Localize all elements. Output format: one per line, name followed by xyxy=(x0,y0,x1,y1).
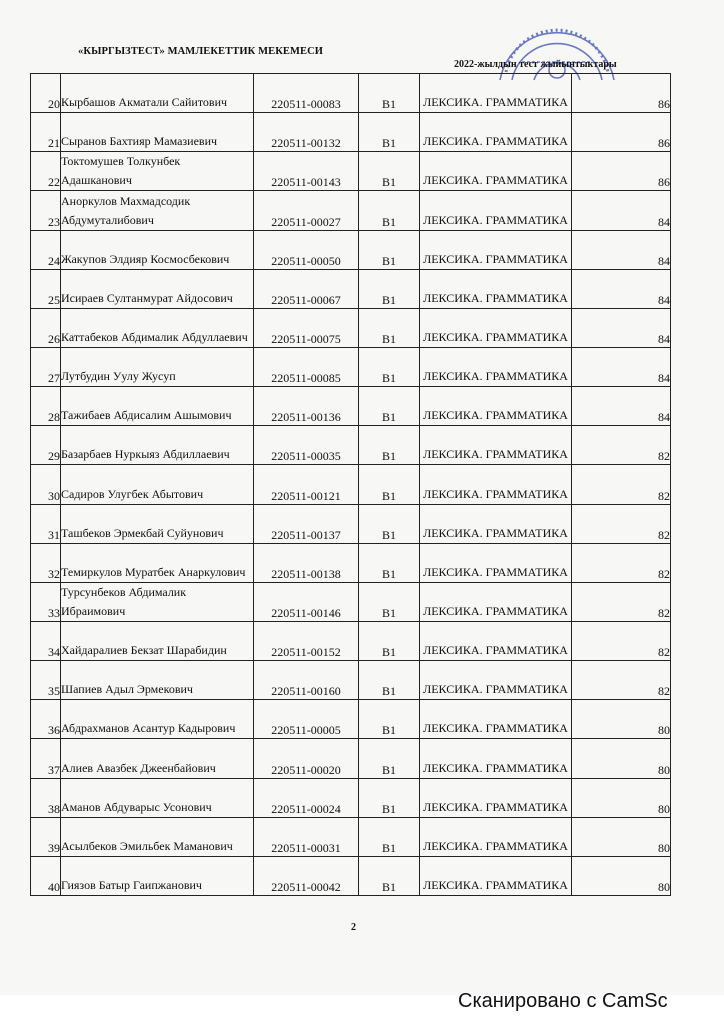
participant-id: 220511-00031 xyxy=(254,817,359,856)
test-subject: ЛЕКСИКА. ГРАММАТИКА xyxy=(420,621,572,660)
table-row xyxy=(31,856,671,895)
test-level: B1 xyxy=(359,74,420,113)
participant-name: Кырбашов Акматали Сайитович xyxy=(61,74,254,113)
test-score: 82 xyxy=(572,661,671,700)
table-row xyxy=(31,308,671,347)
row-number: 29 xyxy=(31,426,61,465)
participant-id: 220511-00027 xyxy=(254,191,359,230)
participant-id: 220511-00075 xyxy=(254,308,359,347)
organization-name: «КЫРГЫЗТЕСТ» МАМЛЕКЕТТИК МЕКЕМЕСИ xyxy=(78,46,324,57)
page-number: 2 xyxy=(351,922,356,933)
test-subject: ЛЕКСИКА. ГРАММАТИКА xyxy=(420,739,572,778)
test-score: 82 xyxy=(572,465,671,504)
row-number: 36 xyxy=(31,700,61,739)
participant-id: 220511-00143 xyxy=(254,152,359,191)
participant-name: Лутбудин Уулу Жусуп xyxy=(61,347,254,386)
table-row xyxy=(31,191,671,230)
test-level: B1 xyxy=(359,543,420,582)
participant-id: 220511-00121 xyxy=(254,465,359,504)
row-number: 32 xyxy=(31,543,61,582)
test-subject: ЛЕКСИКА. ГРАММАТИКА xyxy=(420,582,572,621)
row-number: 37 xyxy=(31,739,61,778)
test-subject: ЛЕКСИКА. ГРАММАТИКА xyxy=(420,74,572,113)
participant-name: Асылбеков Эмильбек Маманович xyxy=(61,817,254,856)
row-number: 34 xyxy=(31,621,61,660)
row-number: 23 xyxy=(31,191,61,230)
test-level: B1 xyxy=(359,113,420,152)
test-level: B1 xyxy=(359,856,420,895)
row-number: 38 xyxy=(31,778,61,817)
test-subject: ЛЕКСИКА. ГРАММАТИКА xyxy=(420,230,572,269)
test-level: B1 xyxy=(359,152,420,191)
test-score: 84 xyxy=(572,269,671,308)
table-row xyxy=(31,152,671,191)
results-title: 2022-жылдын тест жыйынтыктары xyxy=(454,59,617,70)
test-level: B1 xyxy=(359,465,420,504)
row-number: 27 xyxy=(31,347,61,386)
row-number: 40 xyxy=(31,856,61,895)
row-number: 21 xyxy=(31,113,61,152)
test-subject: ЛЕКСИКА. ГРАММАТИКА xyxy=(420,465,572,504)
participant-id: 220511-00083 xyxy=(254,74,359,113)
test-level: B1 xyxy=(359,504,420,543)
test-level: B1 xyxy=(359,269,420,308)
participant-name: Алиев Авазбек Джеенбайович xyxy=(61,739,254,778)
test-subject: ЛЕКСИКА. ГРАММАТИКА xyxy=(420,113,572,152)
row-number: 26 xyxy=(31,308,61,347)
test-level: B1 xyxy=(359,700,420,739)
participant-id: 220511-00050 xyxy=(254,230,359,269)
participant-name: Аманов Абдуварыс Усонович xyxy=(61,778,254,817)
scanner-watermark: Сканировано с CamSc xyxy=(458,990,668,1012)
participant-name: Жакупов Элдияр Космосбекович xyxy=(61,230,254,269)
test-score: 84 xyxy=(572,347,671,386)
row-number: 33 xyxy=(31,582,61,621)
participant-id: 220511-00085 xyxy=(254,347,359,386)
test-score: 80 xyxy=(572,817,671,856)
table-row xyxy=(31,230,671,269)
table-row xyxy=(31,465,671,504)
test-level: B1 xyxy=(359,230,420,269)
table-row xyxy=(31,661,671,700)
participant-name: Токтомушев Толкунбек Адашканович xyxy=(61,152,254,191)
test-score: 82 xyxy=(572,582,671,621)
table-row xyxy=(31,778,671,817)
participant-name: Темиркулов Муратбек Анаркулович xyxy=(61,543,254,582)
results-table xyxy=(30,73,671,896)
participant-id: 220511-00160 xyxy=(254,661,359,700)
test-score: 82 xyxy=(572,543,671,582)
test-score: 80 xyxy=(572,739,671,778)
participant-name: Садиров Улугбек Абытович xyxy=(61,465,254,504)
test-level: B1 xyxy=(359,621,420,660)
test-score: 84 xyxy=(572,387,671,426)
participant-name: Исираев Султанмурат Айдосович xyxy=(61,269,254,308)
test-score: 82 xyxy=(572,504,671,543)
participant-name: Базарбаев Нуркыяз Абдиллаевич xyxy=(61,426,254,465)
test-score: 84 xyxy=(572,230,671,269)
table-row xyxy=(31,113,671,152)
table-row xyxy=(31,347,671,386)
row-number: 31 xyxy=(31,504,61,543)
test-score: 86 xyxy=(572,74,671,113)
test-score: 80 xyxy=(572,856,671,895)
table-row xyxy=(31,74,671,113)
test-score: 80 xyxy=(572,778,671,817)
table-row xyxy=(31,817,671,856)
test-level: B1 xyxy=(359,739,420,778)
participant-name: Гиязов Батыр Гаипжанович xyxy=(61,856,254,895)
table-row xyxy=(31,739,671,778)
test-level: B1 xyxy=(359,817,420,856)
participant-name: Ташбеков Эрмекбай Суйунович xyxy=(61,504,254,543)
table-row xyxy=(31,387,671,426)
test-score: 82 xyxy=(572,426,671,465)
row-number: 25 xyxy=(31,269,61,308)
row-number: 39 xyxy=(31,817,61,856)
test-subject: ЛЕКСИКА. ГРАММАТИКА xyxy=(420,308,572,347)
participant-id: 220511-00132 xyxy=(254,113,359,152)
participant-name: Абдрахманов Асантур Кадырович xyxy=(61,700,254,739)
row-number: 24 xyxy=(31,230,61,269)
test-level: B1 xyxy=(359,661,420,700)
table-row xyxy=(31,504,671,543)
participant-name: Шапиев Адыл Эрмекович xyxy=(61,661,254,700)
row-number: 22 xyxy=(31,152,61,191)
participant-id: 220511-00136 xyxy=(254,387,359,426)
test-subject: ЛЕКСИКА. ГРАММАТИКА xyxy=(420,152,572,191)
official-seal-stamp xyxy=(482,2,632,84)
participant-name: Турсунбеков Абдималик Ибраимович xyxy=(61,582,254,621)
participant-name: Каттабеков Абдималик Абдуллаевич xyxy=(61,308,254,347)
participant-name: Тажибаев Абдисалим Ашымович xyxy=(61,387,254,426)
test-subject: ЛЕКСИКА. ГРАММАТИКА xyxy=(420,504,572,543)
test-subject: ЛЕКСИКА. ГРАММАТИКА xyxy=(420,778,572,817)
test-subject: ЛЕКСИКА. ГРАММАТИКА xyxy=(420,347,572,386)
participant-id: 220511-00042 xyxy=(254,856,359,895)
participant-id: 220511-00152 xyxy=(254,621,359,660)
test-subject: ЛЕКСИКА. ГРАММАТИКА xyxy=(420,387,572,426)
test-subject: ЛЕКСИКА. ГРАММАТИКА xyxy=(420,269,572,308)
test-score: 82 xyxy=(572,621,671,660)
participant-id: 220511-00020 xyxy=(254,739,359,778)
test-subject: ЛЕКСИКА. ГРАММАТИКА xyxy=(420,700,572,739)
test-level: B1 xyxy=(359,387,420,426)
test-level: B1 xyxy=(359,426,420,465)
test-subject: ЛЕКСИКА. ГРАММАТИКА xyxy=(420,426,572,465)
table-row xyxy=(31,269,671,308)
participant-name: Аноркулов Махмадсодик Абдумуталибович xyxy=(61,191,254,230)
test-score: 86 xyxy=(572,113,671,152)
table-row xyxy=(31,543,671,582)
table-row xyxy=(31,700,671,739)
test-subject: ЛЕКСИКА. ГРАММАТИКА xyxy=(420,543,572,582)
test-score: 84 xyxy=(572,191,671,230)
participant-id: 220511-00035 xyxy=(254,426,359,465)
test-score: 80 xyxy=(572,700,671,739)
test-subject: ЛЕКСИКА. ГРАММАТИКА xyxy=(420,817,572,856)
test-subject: ЛЕКСИКА. ГРАММАТИКА xyxy=(420,856,572,895)
test-level: B1 xyxy=(359,582,420,621)
participant-id: 220511-00138 xyxy=(254,543,359,582)
test-level: B1 xyxy=(359,347,420,386)
participant-name: Хайдаралиев Бекзат Шарабидин xyxy=(61,621,254,660)
test-subject: ЛЕКСИКА. ГРАММАТИКА xyxy=(420,661,572,700)
test-score: 86 xyxy=(572,152,671,191)
test-score: 84 xyxy=(572,308,671,347)
row-number: 35 xyxy=(31,661,61,700)
participant-id: 220511-00067 xyxy=(254,269,359,308)
row-number: 30 xyxy=(31,465,61,504)
test-level: B1 xyxy=(359,778,420,817)
test-level: B1 xyxy=(359,308,420,347)
participant-name: Сыранов Бахтияр Мамазиевич xyxy=(61,113,254,152)
table-row xyxy=(31,582,671,621)
participant-id: 220511-00005 xyxy=(254,700,359,739)
participant-id: 220511-00024 xyxy=(254,778,359,817)
participant-id: 220511-00137 xyxy=(254,504,359,543)
participant-id: 220511-00146 xyxy=(254,582,359,621)
row-number: 20 xyxy=(31,74,61,113)
table-row xyxy=(31,621,671,660)
test-level: B1 xyxy=(359,191,420,230)
row-number: 28 xyxy=(31,387,61,426)
table-row xyxy=(31,426,671,465)
test-subject: ЛЕКСИКА. ГРАММАТИКА xyxy=(420,191,572,230)
